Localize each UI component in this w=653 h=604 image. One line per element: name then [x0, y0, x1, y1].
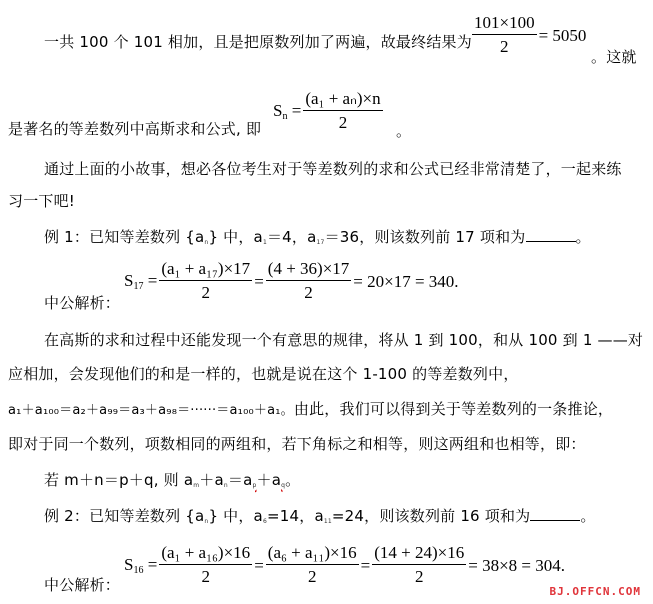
fraction-denominator: 2 [415, 567, 424, 586]
fraction-numerator: 101×100 [472, 12, 537, 35]
paragraph-3-line-1: 通过上面的小故事，想必各位考生对于等差数列的求和公式已经非常清楚了，一起来练 [44, 160, 622, 178]
fraction [266, 258, 352, 305]
paragraph-1-body: 一共 100 个 101 相加，且是把原数列加了两遍，故最终结果为 [44, 33, 472, 51]
fraction [159, 542, 252, 589]
fraction-numerator: (a₁ + a₁₆)×16 [159, 542, 252, 565]
fraction-numerator: (14 + 24)×16 [372, 542, 466, 565]
fraction [472, 12, 537, 59]
paragraph-1-text [44, 33, 472, 51]
fraction-numerator: (a₁ + a₁₇)×17 [159, 258, 252, 281]
fraction-denominator: 2 [201, 283, 210, 302]
fraction-denominator: 2 [307, 567, 317, 586]
answer-blank [530, 506, 580, 521]
fraction-numerator: (a₆ + a₁₁)×16 [266, 542, 359, 565]
example-2-question: 例 2：已知等差数列 $\{a_n\}$ 中，$a_6=14$，$a_{11}=24$，则该数列前 16 项和为 。 [44, 507, 596, 525]
paragraph-4-line-1: 在高斯的求和过程中还能发现一个有意思的规律，将从 1 到 100，和从 100 到 1 ——对 [44, 331, 644, 349]
solution-2-label: 中公解析： [44, 576, 121, 594]
site-watermark: BJ.OFFCN.COM [549, 585, 641, 598]
paragraph-3-line-2: 习一下吧! [8, 192, 76, 210]
fraction-numerator: (4 + 36)×17 [266, 258, 352, 281]
paragraph-2-text: 是著名的等差数列中高斯求和公式, 即 [8, 120, 262, 138]
fraction-denominator: 2 [201, 567, 210, 586]
sum-result-formula [470, 12, 586, 59]
fraction [372, 542, 466, 589]
fraction-numerator: (a₁ + aₙ)×n [303, 88, 382, 111]
solution-2-formula [124, 542, 565, 589]
paragraph-2-tail: 。 [396, 122, 412, 140]
paragraph-4-line-2: 应相加，会发现他们的和是一样的，也就是说在这个 1-100 的等差数列中， [8, 365, 519, 383]
formula-lhs: $S_{16}$ = [124, 555, 158, 576]
gauss-sum-formula [273, 88, 385, 135]
formula-result: = 38×8 = 304. [468, 555, 566, 575]
example-1-question: 例 1：已知等差数列 $\{a_n\}$ 中，$a_1=4$，$a_{17}=36$，则该数列前 17 项和为 。 [44, 228, 591, 246]
equals-sign: = [360, 555, 371, 575]
paragraph-4-line-4: 即对于同一个数列，项数相同的两组和，若下角标之和相等，则这两组和也相等，即： [8, 435, 586, 453]
fraction-denominator: 2 [338, 113, 348, 132]
paragraph-1-tail: 。这就 [591, 48, 637, 66]
formula-result: = 20×17 = 340. [353, 271, 459, 291]
index-sum-rule: 若 m＋n＝p＋q, 则 $a_m+a_n=a_p+a_q$。 [44, 471, 301, 489]
solution-1-formula [124, 258, 459, 305]
fraction [266, 542, 359, 589]
paragraph-4-line-3: a₁＋a₁₀₀＝a₂＋a₉₉＝a₃＋a₉₈＝······＝a₁₀₀＋a₁。由此，我们可以得到关于等差数列的一条推论， [8, 400, 614, 418]
fraction-denominator: 2 [304, 283, 313, 302]
fraction [159, 258, 252, 305]
answer-blank [526, 227, 576, 242]
solution-1-label: 中公解析： [44, 294, 121, 312]
formula-result: = 5050 [538, 25, 587, 45]
formula-lhs: $S_{17}$ = [124, 271, 158, 292]
equality-chain: a₁＋a₁₀₀＝a₂＋a₉₉＝a₃＋a₉₈＝······＝a₁₀₀＋a₁。 [8, 403, 294, 418]
formula-lhs: $S_n$ = [273, 101, 302, 122]
equals-sign: = [254, 271, 264, 291]
fraction [303, 88, 382, 135]
fraction-denominator: 2 [500, 37, 509, 56]
equals-sign: = [254, 555, 264, 575]
